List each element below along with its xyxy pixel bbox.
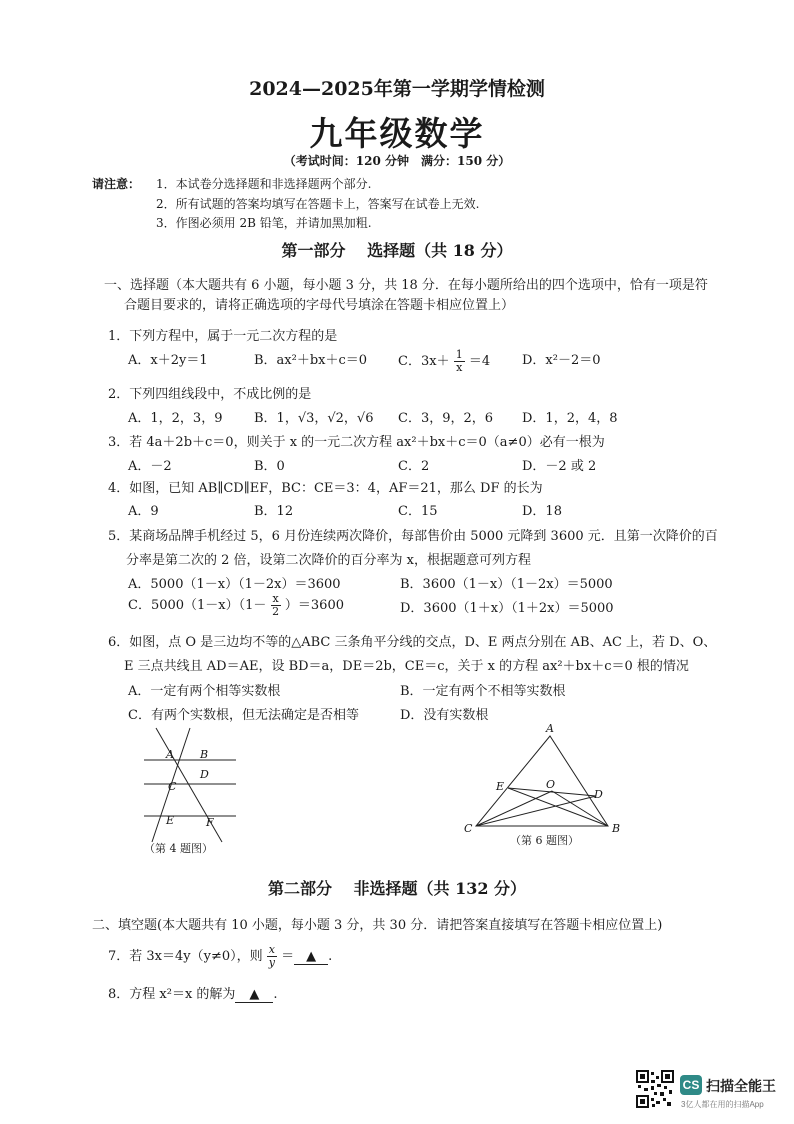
q3-option-a: A．－2 [128, 459, 172, 474]
q1-option-d: D．x²－2＝0 [522, 353, 601, 368]
camscanner-brand: 扫描全能王 [706, 1078, 776, 1094]
segment-co [476, 791, 552, 826]
q6-option-c: C．有两个实数根，但无法确定是否相等 [128, 708, 359, 723]
q3-option-d: D．－2 或 2 [522, 459, 597, 474]
fig4-label-e: E [166, 814, 175, 827]
q5-option-b: B．3600（1－x）（1－2x）＝5000 [400, 577, 613, 592]
q2-option-a: A．1，2，3，9 [128, 411, 223, 426]
q7: 7．若 3x＝4y（y≠0），则 $\frac{x}{y}$ ＝ ▲ . [108, 943, 333, 969]
fig4-label-d: D [200, 768, 209, 781]
fig6-label-c: C [464, 822, 473, 835]
q8-answer-blank: ▲ [235, 987, 273, 1003]
notice-item-3: 3．作图必须用 2B 铅笔，并请加黑加粗. [156, 216, 372, 230]
exam-info: （考试时间：120 分钟 满分：150 分） [283, 154, 511, 168]
q1-option-c: C．3x＋ $\frac{1}{x}$ ＝4 [398, 348, 491, 374]
notice-item-1: 1．本试卷分选择题和非选择题两个部分. [156, 177, 372, 191]
q4-option-b: B．12 [254, 504, 294, 519]
camscanner-tagline: 3亿人都在用的扫描App [681, 1100, 764, 1109]
q1-c-numerator: 1 [455, 348, 463, 361]
notice-item-2: 2．所有试题的答案均填写在答题卡上，答案写在试卷上无效. [156, 197, 480, 211]
q5-option-d: D．3600（1＋x）（1＋2x）＝5000 [400, 601, 614, 616]
fig4-caption: （第 4 题图） [144, 842, 213, 855]
part1-instruction-line1: 一、选择题（本大题共有 6 小题，每小题 3 分，共 18 分．在每小题所给出的四个选项中，恰有一项是符 [104, 278, 708, 293]
figure-q4 [130, 722, 250, 862]
part2-instruction: 二、填空题(本大题共有 10 小题，每小题 3 分，共 30 分．请把答案直接填写在答题卡相应位置上) [92, 918, 663, 933]
q1-c-denominator: x [456, 361, 463, 374]
exam-subject-title: 九年级数学 [309, 114, 485, 153]
segment-eb [508, 788, 608, 826]
segment-cd [476, 796, 596, 826]
q5-c-numerator: x [272, 592, 279, 605]
q3-option-b: B．0 [254, 459, 285, 474]
q7-answer-blank: ▲ [294, 949, 328, 965]
q4-option-a: A．9 [128, 504, 159, 519]
q4-option-d: D．18 [522, 504, 562, 519]
q6-option-b: B．一定有两个不相等实数根 [400, 684, 566, 699]
fig4-label-a: A [166, 748, 174, 761]
q4-option-c: C．15 [398, 504, 438, 519]
q5-stem-line2: 分率是第二次的 2 倍，设第二次降价的百分率为 x，根据题意可列方程 [126, 553, 531, 568]
fig6-label-b: B [612, 822, 621, 835]
q5-option-a: A．5000（1－x）（1－2x）＝3600 [128, 577, 341, 592]
q2-option-b: B．1，√3，√2，√6 [254, 411, 374, 426]
q5-option-c: C．5000（1－x）（1－ $\frac{x}{2}$ ）＝3600 [128, 592, 344, 618]
q1-stem: 1．下列方程中，属于一元二次方程的是 [108, 329, 338, 344]
q6-option-a: A．一定有两个相等实数根 [128, 684, 281, 699]
q3-stem: 3．若 4a＋2b＋c＝0，则关于 x 的一元二次方程 ax²＋bx＋c＝0（a≠0）必有一根为 [108, 435, 605, 450]
fig6-label-o: O [546, 778, 556, 791]
fig4-label-f: F [206, 816, 214, 829]
fig6-label-a: A [546, 722, 554, 735]
part1-title: 第一部分 选择题（共 18 分） [281, 241, 513, 260]
part1-instruction-line2: 合题目要求的，请将正确选项的字母代号填涂在答题卡相应位置上） [124, 298, 515, 313]
q5-stem-line1: 5．某商场品牌手机经过 5，6 月份连续两次降价，每部售价由 5000 元降到 3600 元．且第一次降价的百 [108, 529, 718, 544]
q5-c-denominator: 2 [272, 605, 280, 618]
fig4-label-c: C [168, 780, 177, 793]
q2-option-d: D．1，2，4，8 [522, 411, 618, 426]
q7-denominator: y [268, 956, 275, 969]
part2-title: 第二部分 非选择题（共 132 分） [267, 879, 527, 898]
figure-q6 [462, 722, 632, 852]
fig6-label-e: E [496, 780, 505, 793]
notice-label: 请注意： [92, 177, 141, 191]
exam-year-title: 2024—2025年第一学期学情检测 [249, 78, 545, 100]
q6-stem-line2: E 三点共线且 AD＝AE，设 BD＝a，DE＝2b，CE＝c，关于 x 的方程 ax²＋bx＋c＝0 根的情况 [124, 659, 689, 674]
q8: 8．方程 x²＝x 的解为 ▲ . [108, 987, 278, 1002]
q6-option-d: D．没有实数根 [400, 708, 489, 723]
q2-stem: 2．下列四组线段中，不成比例的是 [108, 387, 312, 402]
q1-option-b: B．ax²＋bx＋c＝0 [254, 353, 368, 368]
qr-code-icon [636, 1070, 674, 1108]
q6-stem-line1: 6．如图，点 O 是三边均不等的△ABC 三条角平分线的交点，D、E 两点分别在 AB、AC 上，若 D、O、 [108, 635, 717, 650]
q2-option-c: C．3，9，2，6 [398, 411, 494, 426]
q1-option-a: A．x＋2y＝1 [128, 353, 208, 368]
q7-numerator: x [268, 943, 275, 956]
fig6-label-d: D [594, 788, 603, 801]
camscanner-logo-icon: CS [680, 1075, 702, 1095]
fig6-caption: （第 6 题图） [510, 834, 579, 847]
q3-option-c: C．2 [398, 459, 430, 474]
q4-stem: 4．如图，已知 AB∥CD∥EF，BC：CE＝3：4，AF＝21，那么 DF 的长为 [108, 481, 543, 496]
fig4-label-b: B [200, 748, 209, 761]
